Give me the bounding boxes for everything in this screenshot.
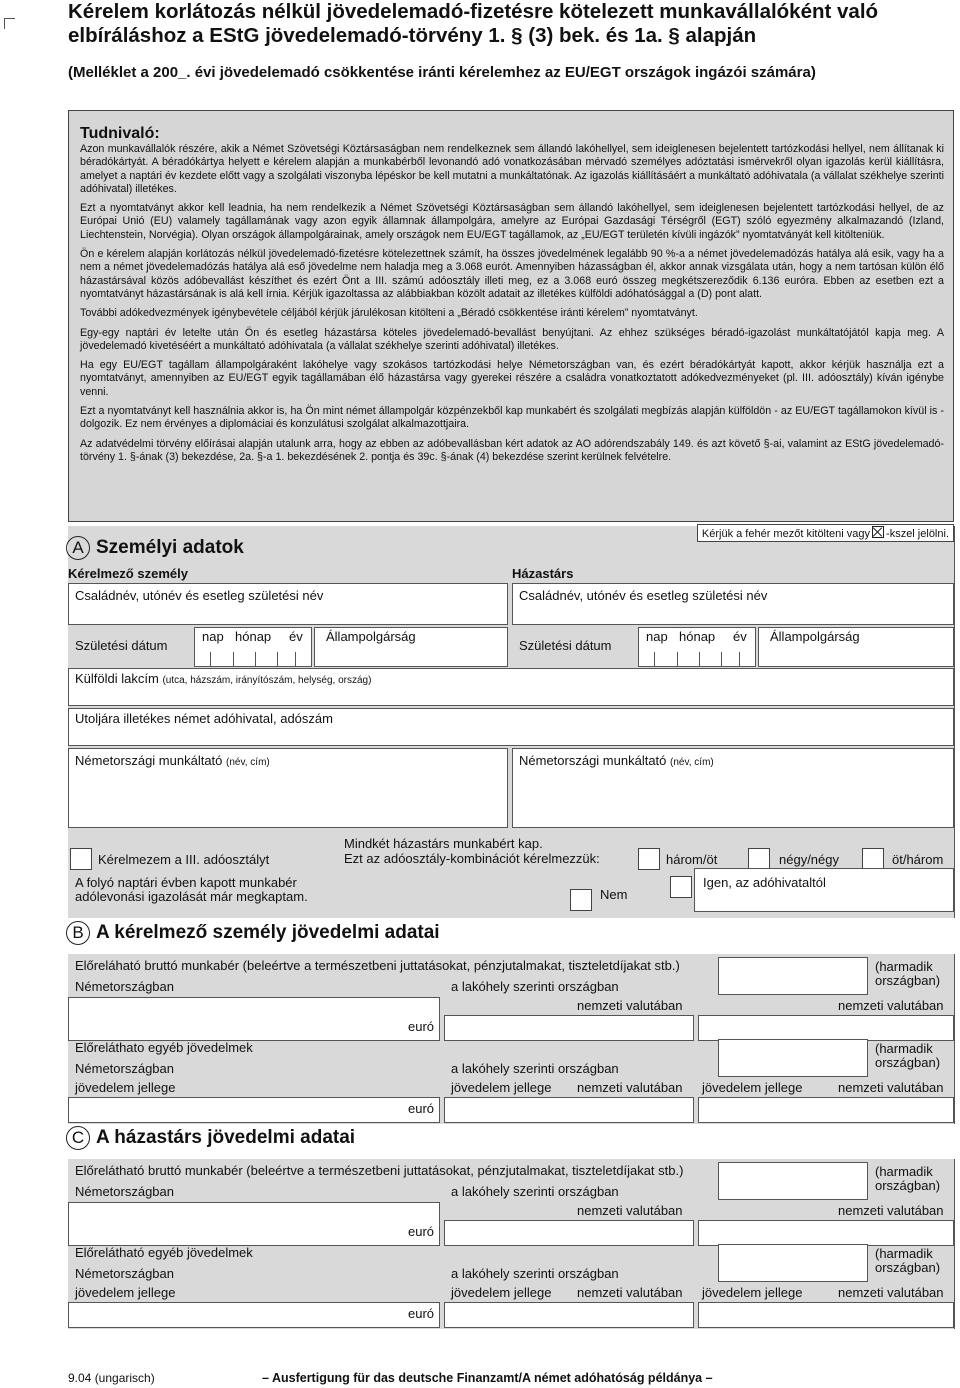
- national-currency-label: nemzeti valutában: [838, 1203, 944, 1218]
- c-residence-label: a lakóhely szerinti országban: [451, 1184, 619, 1199]
- employer-note: (név, cím): [226, 757, 270, 768]
- form-code: 9.04 (ungarisch): [68, 1371, 155, 1385]
- b-residence-label: a lakóhely szerinti országban: [451, 979, 619, 994]
- euro-label: euró: [408, 1306, 435, 1321]
- c-third-country-line1: (harmadik: [875, 1246, 933, 1261]
- spouse-label: Házastárs: [512, 566, 574, 581]
- day-label: nap: [202, 629, 224, 644]
- page-title: Kérelem korlátozás nélkül jövedelemadó-fizetésre kötelezett munkavállalóként való elbíráláshoz a EStG jövedelemadó-törvény 1. § (3) bek. és 1a. § alapján: [68, 0, 879, 47]
- b-wage-label: Előreláható bruttó munkabér (beleértve a természetbeni juttatásokat, pénzjutalmakat, tiszteletdíjakat stb.): [75, 958, 680, 973]
- spouse-name-field[interactable]: [512, 583, 954, 625]
- spouse-citizenship-field[interactable]: [758, 627, 954, 667]
- c-residence-wage-field[interactable]: [444, 1220, 694, 1246]
- employer-note: (név, cím): [670, 757, 714, 768]
- employer-label: [75, 753, 270, 768]
- applicant-name-label: Családnév, utónév és esetleg születési név: [75, 588, 324, 603]
- national-currency-label: nemzeti valutában: [838, 1080, 944, 1095]
- date-divider: [295, 652, 296, 666]
- b-germany-label: Németországban: [75, 979, 174, 994]
- b-germany-other-field[interactable]: [68, 1097, 440, 1123]
- b-germany-wage-field[interactable]: [68, 997, 440, 1041]
- b-residence-label: a lakóhely szerinti országban: [451, 1061, 619, 1076]
- income-type-label: jövedelem jellege: [451, 1080, 552, 1095]
- date-divider: [654, 652, 655, 666]
- combo-4-4-checkbox[interactable]: [748, 848, 770, 870]
- fill-hint: [697, 524, 954, 542]
- address-note: (utca, házszám, irányítószám, helység, ország): [162, 675, 372, 686]
- national-currency-label: nemzeti valutában: [838, 1285, 944, 1300]
- day-label: nap: [646, 629, 668, 644]
- b-third-country-line1: (harmadik: [875, 959, 933, 974]
- employer-label-text: Németországi munkáltató: [519, 753, 667, 768]
- applicant-birth-date-field[interactable]: [194, 627, 312, 667]
- notice-body: [80, 143, 944, 470]
- certificate-yes-checkbox[interactable]: [670, 876, 692, 898]
- b-third-other-amount-field[interactable]: [698, 1097, 954, 1123]
- notice-paragraph: Egy-egy naptári év letelte után Ön és esetleg házastársa köteles jövedelemadó-bevallást benyújtani. Az ehhez szükséges béradó-igazolást munkáltatójától kapja meg. A jövedelemadó kivetéséért a munkáltató adóhivatala (a vállalat székhelye szerinti adóhivatal) illetékes.: [80, 326, 944, 352]
- c-third-country-line2: országban): [875, 1178, 941, 1193]
- citizenship-label: Állampolgárság: [770, 629, 860, 644]
- combo-4-4-label: négy/négy: [779, 852, 839, 867]
- c-wage-label: Előrelátható bruttó munkabér (beleértve a természetbeni juttatásokat, pénzjutalmakat, tiszteletdíjakat stb.): [75, 1163, 684, 1178]
- income-type-label: jövedelem jellege: [702, 1080, 803, 1095]
- income-type-label: jövedelem jellege: [702, 1285, 803, 1300]
- spouse-birth-label: Születési dátum: [519, 638, 612, 653]
- notice-paragraph: További adókedvezmények igénybevétele céljából kérjük járulékosan kitölteni a „Béradó csökkentése iránti kérelem” nyomtatványt.: [80, 307, 698, 320]
- date-divider: [210, 652, 211, 666]
- spouse-birth-date-field[interactable]: [638, 627, 756, 667]
- b-third-country-other-field[interactable]: [718, 1039, 868, 1077]
- income-type-label: jövedelem jellege: [75, 1285, 176, 1300]
- c-germany-other-field[interactable]: [68, 1302, 440, 1328]
- address-label: [75, 671, 371, 686]
- b-third-country-line2: országban): [875, 973, 941, 988]
- certificate-yes-label: Igen, az adóhivataltól: [703, 875, 826, 890]
- tax-class-3-label: Kérelmezem a III. adóosztályt: [98, 852, 270, 867]
- c-third-wage-amount-field[interactable]: [698, 1220, 954, 1246]
- c-third-country-line2: országban): [875, 1260, 941, 1275]
- euro-label: euró: [408, 1101, 435, 1116]
- notice-paragraph: Ha egy EU/EGT tagállam állampolgáraként lakóhelye vagy szokásos tartózkodási helye Németországban van, és ezért béradókártyát kapott, akkor kérjük használja ezt a nyomtatványt, amennyiben az EU/EGT egyik tagállamában élő házastársa vagy gyerekei részére a családra vonatkoztatott adókedvezményeket (pl. III. adóosztály) kíván igénybe venni.: [80, 359, 944, 398]
- combo-5-3-checkbox[interactable]: [862, 848, 884, 870]
- certificate-tax-office-field[interactable]: [694, 868, 954, 912]
- b-germany-label: Németországban: [75, 1061, 174, 1076]
- date-divider: [677, 652, 678, 666]
- c-residence-other-field[interactable]: [444, 1302, 694, 1328]
- c-third-other-amount-field[interactable]: [698, 1302, 954, 1328]
- date-divider: [277, 652, 278, 666]
- c-third-country-line1: (harmadik: [875, 1164, 933, 1179]
- address-label-text: Külföldi lakcím: [75, 671, 159, 686]
- b-third-country-line1: (harmadik: [875, 1041, 933, 1056]
- year-label: év: [733, 629, 747, 644]
- b-residence-other-field[interactable]: [444, 1097, 694, 1123]
- notice-paragraph: Az adatvédelmi törvény előírásai alapján utalunk arra, hogy az ebben az adóbevallásban kért adatok az AO adórendszabály 149. és azt követő §-ai, valamint az EStG jövedelemadó-törvény 1. §-ának (3) bekezdése, 2a. §-a 1. bekezdésének 2. pontja és 39c. §-ának (4) bekezdése szerint kerülnek felvételre.: [80, 437, 944, 463]
- section-a-heading: [66, 536, 244, 560]
- date-divider: [233, 652, 234, 666]
- certificate-label-line2: adólevonási igazolását már megkaptam.: [75, 889, 308, 904]
- notice-paragraph: Ezt a nyomtatványt akkor kell leadnia, ha nem rendelkezik a Német Szövetségi Köztársaságban sem állandó lakóhellyel, sem ideiglenesen bejelentett tartózkodási hellyel, de az Európai Unió (EU) valamely tagállamának vagy azon egyik államnak állampolgára, amelyre az Európai Gazdasági Térségről (EGT) szóló egyezmény alkalmazandó (Izland, Liechtenstein, Norvégia). Olyan országok állampolgárainak, amely országok nem EU/EGT tagállamok, az „EU/EGT területén kívüli ingázók” nyomtatványát kell kitölteniük.: [80, 202, 944, 241]
- certificate-no-label: Nem: [600, 887, 628, 902]
- combo-3-5-checkbox[interactable]: [638, 848, 660, 870]
- section-letter-badge: A: [66, 536, 90, 560]
- page-subtitle: (Melléklet a 200_. évi jövedelemadó csökkentése iránti kérelemhez az EU/EGT országok ingázói számára): [68, 64, 816, 81]
- year-label: év: [289, 629, 303, 644]
- spouse-employer-field[interactable]: [512, 748, 954, 828]
- applicant-employer-field[interactable]: [68, 748, 508, 828]
- section-a-title: Személyi adatok: [96, 537, 244, 559]
- b-third-country-wage-field[interactable]: [718, 957, 868, 995]
- section-c-heading: [66, 1126, 355, 1150]
- section-b-title: A kérelmező személy jövedelmi adatai: [96, 922, 440, 944]
- c-residence-label: a lakóhely szerinti országban: [451, 1266, 619, 1281]
- euro-label: euró: [408, 1224, 435, 1239]
- c-third-country-other-field[interactable]: [718, 1244, 868, 1282]
- b-third-country-line2: országban): [875, 1055, 941, 1070]
- applicant-label: Kérelmező személy: [68, 566, 188, 581]
- combo-5-3-label: öt/három: [892, 852, 944, 867]
- date-divider: [739, 652, 740, 666]
- national-currency-label: nemzeti valutában: [577, 1080, 683, 1095]
- c-third-country-wage-field[interactable]: [718, 1162, 868, 1200]
- copy-designation: – Ausfertigung für das deutsche Finanzamt/A német adóhatóság példánya –: [262, 1371, 713, 1385]
- fill-hint-text: Kérjük a fehér mezőt kitölteni vagy: [701, 528, 871, 540]
- month-label: hónap: [235, 629, 272, 644]
- b-residence-wage-field[interactable]: [444, 1015, 694, 1041]
- notice-title: Tudnivaló:: [80, 125, 160, 142]
- applicant-birth-label: Születési dátum: [75, 638, 168, 653]
- foreign-address-field[interactable]: [68, 668, 954, 706]
- tax-office-field[interactable]: [68, 708, 954, 746]
- combo-request-label: Ezt az adóosztály-kombinációt kérelmezzük:: [344, 851, 600, 866]
- income-type-label: jövedelem jellege: [451, 1285, 552, 1300]
- notice-paragraph: Azon munkavállalók részére, akik a Német Szövetségi Köztársaságban nem rendelkeznek sem állandó lakóhellyel, sem ideiglenesen bejelentett tartózkodási hellyel, nem állítanak ki béradókártyát. A béradókártya helyett e kérelem alapján a munkabérből levonandó adó vonatkozásában mérvadó személyes adóztatási ismérvekről olyan igazolás kerül kiállításra, amelyet a naptári év kezdete előtt vagy a szolgálati viszonyba lépéskor be kell mutatni a munkáltatónak. Az igazolás kiállításáért a munkáltató adóhivatala (a vállalat székhelye szerinti adóhivatal) illetékes.: [80, 143, 944, 195]
- fill-hint-text-end: -kszel jelölni.: [886, 528, 949, 540]
- section-letter-badge: B: [66, 921, 90, 945]
- c-germany-label: Németországban: [75, 1266, 174, 1281]
- section-c-title: A házastárs jövedelmi adatai: [96, 1127, 356, 1149]
- tax-office-label: Utoljára illetékes német adóhivatal, adószám: [75, 711, 333, 726]
- c-other-income-label: Előrelátható egyéb jövedelmek: [75, 1245, 253, 1260]
- income-type-label: jövedelem jellege: [75, 1080, 176, 1095]
- date-divider: [255, 652, 256, 666]
- both-spouses-label: Mindkét házastárs munkabért kap.: [344, 836, 543, 851]
- cross-checkbox-icon: [872, 526, 884, 538]
- national-currency-label: nemzeti valutában: [577, 1203, 683, 1218]
- month-label: hónap: [679, 629, 716, 644]
- euro-label: euró: [408, 1019, 435, 1034]
- employer-label: [519, 753, 714, 768]
- national-currency-label: nemzeti valutában: [577, 1285, 683, 1300]
- spouse-name-label: Családnév, utónév és esetleg születési név: [519, 588, 768, 603]
- notice-paragraph: Ön e kérelem alapján korlátozás nélkül jövedelemadó-fizetésre kötelezettnek számít, ha összes jövedelmének legalább 90 %-a a német jövedelemadózás hatálya alá esik, vagy ha a nem a német jövedelemadózás hatálya alá eső jövedelme nem haladja meg a 3.068 eurót. Amennyiben házasságban él, akkor annak vizsgálata után, hogy a nem tartósan külön élő házastársával közös adóbevallást készíthet és ezért Önt a III. számú adóosztály illeti meg, ez a 3.068 euró összeg megkétszereződik 6.136 euróra. Ebben az esetben ezt a nyomtatványt házastársának is alá kell írnia. Kérjük igazoltassa az alábbiakban közölt adatait az illetékes külföldi adóhatósággal a (D) pont alatt.: [80, 248, 944, 300]
- date-divider: [699, 652, 700, 666]
- combo-3-5-label: három/öt: [666, 852, 718, 867]
- certificate-no-checkbox[interactable]: [570, 889, 592, 911]
- c-germany-wage-field[interactable]: [68, 1202, 440, 1246]
- b-other-income-label: Előreláthato egyéb jövedelmek: [75, 1040, 253, 1055]
- notice-box: [68, 110, 954, 522]
- citizenship-label: Állampolgárság: [326, 629, 416, 644]
- corner-mark: [4, 18, 15, 29]
- certificate-label-line1: A folyó naptári évben kapott munkabér: [75, 875, 297, 890]
- section-b-heading: [66, 921, 440, 945]
- b-third-wage-amount-field[interactable]: [698, 1015, 954, 1041]
- date-divider: [721, 652, 722, 666]
- notice-paragraph: Ezt a nyomtatványt kell használnia akkor is, ha Ön mint német állampolgár közpénzekből kap munkabért és szolgálati megbízás alapján külföldön - az EU/EGT tagállamokon kívül is - dolgozik. Ez nem érvényes a diplomáciai és konzulátusi szolgálat alkalmazottjaira.: [80, 405, 944, 431]
- tax-class-3-checkbox[interactable]: [70, 848, 92, 870]
- applicant-name-field[interactable]: [68, 583, 508, 625]
- applicant-citizenship-field[interactable]: [314, 627, 508, 667]
- employer-label-text: Németországi munkáltató: [75, 753, 223, 768]
- national-currency-label: nemzeti valutában: [838, 998, 944, 1013]
- c-germany-label: Németországban: [75, 1184, 174, 1199]
- national-currency-label: nemzeti valutában: [577, 998, 683, 1013]
- section-letter-badge: C: [66, 1126, 90, 1150]
